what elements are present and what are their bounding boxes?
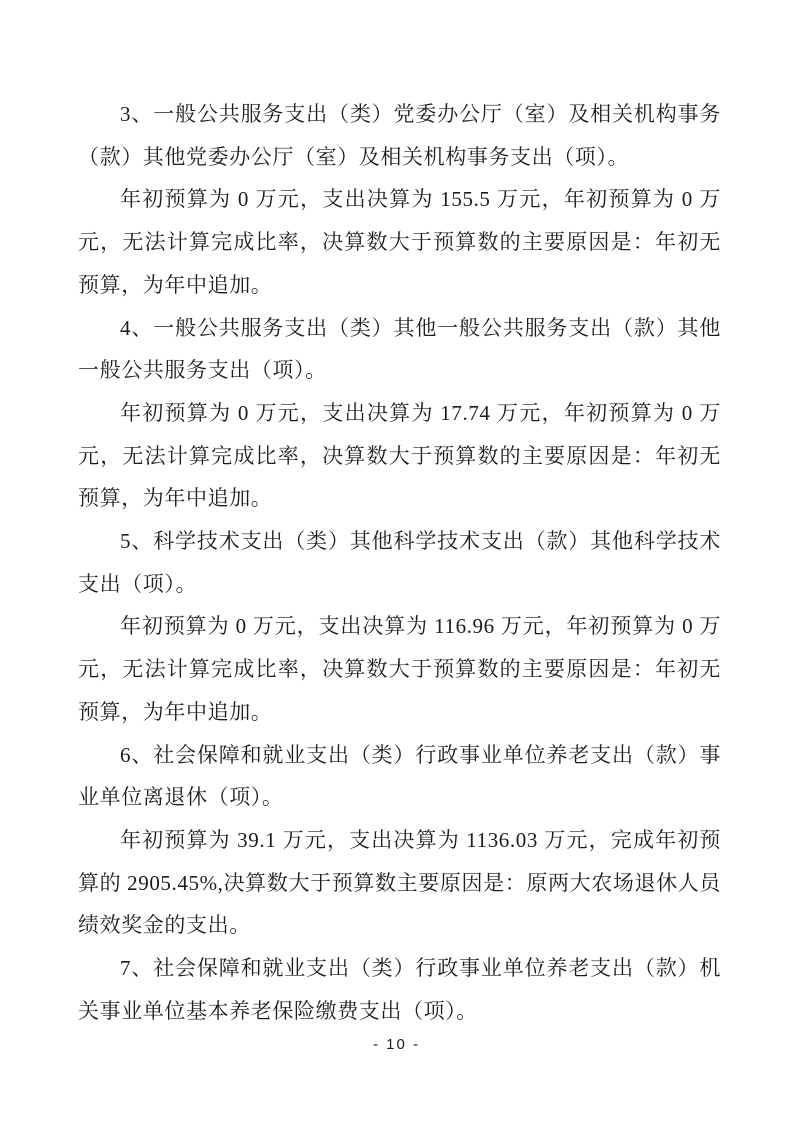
section-item-7 [78, 947, 721, 1032]
section-7-heading: 7、社会保障和就业支出（类）行政事业单位养老支出（款）机关事业单位基本养老保险缴费支出（项）。 [78, 956, 721, 1023]
section-5-heading: 5、科学技术支出（类）其他科学技术支出（款）其他科学技术支出（项）。 [78, 529, 721, 596]
section-4-body: 年初预算为 0 万元，支出决算为 17.74 万元，年初预算为 0 万元，无法计算完成比率，决算数大于预算数的主要原因是：年初无预算，为年中追加。 [78, 400, 721, 511]
section-item-6 [78, 734, 721, 948]
section-3-body: 年初预算为 0 万元，支出决算为 155.5 万元，年初预算为 0 万元，无法计算完成比率，决算数大于预算数的主要原因是：年初无预算，为年中追加。 [78, 187, 721, 297]
section-6-heading: 6、社会保障和就业支出（类）行政事业单位养老支出（款）事业单位离退休（项）。 [78, 742, 721, 810]
section-item-3 [78, 93, 721, 307]
section-5-body: 年初预算为 0 万元，支出决算为 116.96 万元，年初预算为 0 万元，无法计算完成比率，决算数大于预算数的主要原因是：年初无预算，为年中追加。 [78, 614, 721, 724]
section-6-body: 年初预算为 39.1 万元，支出决算为 1136.03 万元，完成年初预算的 2905.45%,决算数大于预算数主要原因是：原两大农场退休人员绩效奖金的支出。 [78, 827, 721, 938]
section-item-5 [78, 520, 721, 734]
section-item-4 [78, 307, 721, 521]
page-content [78, 93, 721, 1032]
section-4-heading: 4、一般公共服务支出（类）其他一般公共服务支出（款）其他一般公共服务支出（项）。 [78, 315, 721, 383]
section-3-heading: 3、一般公共服务支出（类）党委办公厅（室）及相关机构事务（款）其他党委办公厅（室）及相关机构事务支出（项）。 [78, 102, 721, 169]
page-number: - 10 - [372, 1036, 420, 1053]
